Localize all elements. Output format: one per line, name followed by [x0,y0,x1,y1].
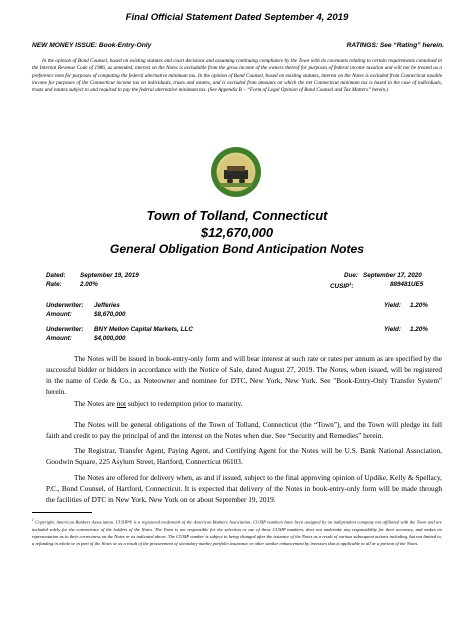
issuer-name: Town of Tolland, Connecticut [146,208,328,223]
yield-value: 1.20% [410,302,428,309]
underwriter-label: Underwriter: [46,326,84,333]
yield-value: 1.20% [410,326,428,333]
yield-label: Yield: [384,302,401,309]
footnote-divider [32,512,92,513]
town-seal-icon [210,146,262,198]
amount-value: $8,670,000 [94,311,126,318]
body-paragraph: The Notes are offered for delivery when, as and if issued, subject to the final approving opinion of Updike, Kelly & Spellacy, P.C., Bond Counsel, of Hartford, Connecticut. It is expected that delivery of the Notes in book-entry-only form will be made through the facilities of DTC in New York, New York on or about September 19, 2019. [46,473,442,504]
rate-label: Rate: [46,281,62,288]
body-paragraph: The Registrar, Transfer Agent, Paying Agent, and Certifying Agent for the Notes will be U.S. Bank National Association, Goodwin Square, 225 Asylum Street, Hartford, Connecticut 06103. [46,446,442,466]
amount-value: $4,000,000 [94,335,126,342]
tax-opinion-paragraph: In the opinion of Bond Counsel, based on existing statutes and court decisions and assuming continuing compliance by the Town with its covenants relating to certain requirements contained in the Internal Revenue Code of 1986, as amended, interest on the Notes is excludable from the gross income of the owners thereof for purposes of federal income taxation and will not be treated as a preference item for purposes of computing the federal alternative minimum tax. In the opinion of Bond Counsel, based on existing statutes, interest on the Notes is excluded from Connecticut taxable income for purposes of the Connecticut income tax on individuals, trusts and estates, and is excluded from amounts on which the net Connecticut minimum tax is based in the case of individuals, trusts and estates subject to and required to pay the federal alternative minimum tax. (See Appendix B – “Form of Legal Opinion of Bond Counsel and Tax Matters” herein.) [32,58,442,94]
amount-label: Amount: [46,335,72,342]
cusip-footnote-marker: 1 [349,281,352,286]
document-title: Final Official Statement Dated September 4, 2019 [125,12,349,23]
cusip-value: 889481UE5 [390,281,424,288]
due-label: Due: [344,272,358,279]
dated-value: September 19, 2019 [80,272,139,279]
underwriter-value: Jefferies [94,302,120,309]
body-paragraph: The Notes will be issued in book-entry-only form and will bear interest at such rate or rates per annum as are specified by the successful bidder or bidders in accordance with the Notice of Sale, dated August 27, 2019. The Notes, when issued, will be registered in the name of Cede & Co., as Noteowner and nominee for DTC, New York, New York. See "Book-Entry-Only Transfer System" herein. [46,354,442,396]
amount-label: Amount: [46,311,72,318]
body-paragraph: The Notes are not subject to redemption prior to maturity. [74,399,243,408]
due-value: September 17, 2020 [363,272,422,279]
cusip-label: CUSIP$^1$: [330,281,354,291]
yield-label: Yield: [384,326,401,333]
dated-label: Dated: [46,272,66,279]
issue-amount: $12,670,000 [200,225,274,240]
issue-type: NEW MONEY ISSUE: Book-Entry-Only [32,42,152,49]
ratings-note: RATINGS: See “Rating” herein. [346,42,444,49]
underlined-not: not [116,399,127,408]
underwriter-value: BNY Mellon Capital Markets, LLC [94,326,193,333]
issue-description: General Obligation Bond Anticipation Notes [109,242,365,256]
footnote-marker: 1 [32,518,34,522]
cusip-footnote: $^1$ Copyright, American Bankers Association. CUSIP® is a registered trademark of the American Bankers Association. CUSIP numbers have been assigned by an independent company not affiliated with the Town and are included solely for the convenience of the holders of the Notes. The Town is not responsible for the selection or use of these CUSIP numbers, does not undertake any responsibility for their accuracy, and makes no representation as to their correctness on the Notes or as indicated above. The CUSIP number is subject to being changed after the issuance of the Notes as a result of various subsequent actions including, but not limited to, a refunding in whole or in part of the Notes or as a result of the procurement of secondary market portfolio insurance or other similar enhancement by investors that is applicable to all or a portion of the Notes. [32,518,442,546]
rate-value: 2.00% [80,281,98,288]
body-paragraph: The Notes will be general obligations of the Town of Tolland, Connecticut (the “Town”), and the Town will pledge its full faith and credit to pay the principal of and the interest on the Notes when due. See “Security and Remedies” herein. [46,420,442,440]
underwriter-label: Underwriter: [46,302,84,309]
